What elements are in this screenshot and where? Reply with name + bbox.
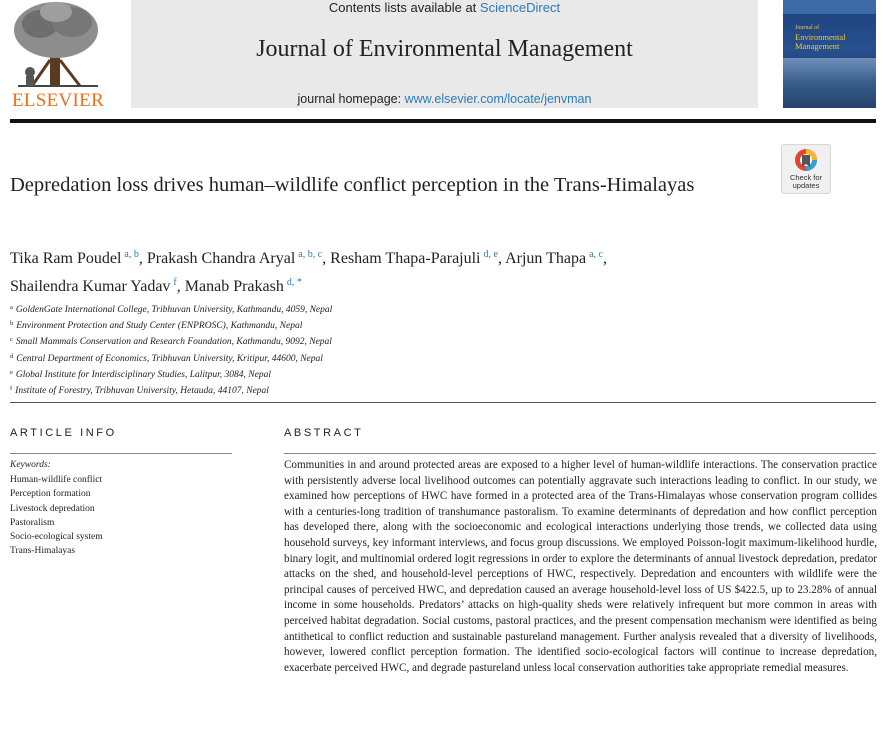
abstract-heading: ABSTRACT — [284, 427, 364, 439]
author[interactable] — [505, 250, 603, 267]
affiliation — [10, 366, 710, 382]
author-name: Manab Prakash — [184, 278, 284, 295]
keywords-label: Keywords: — [10, 460, 51, 470]
contents-line — [131, 0, 758, 15]
author-affil-ref[interactable]: d, * — [286, 277, 302, 288]
author[interactable] — [147, 250, 322, 267]
author-affil-ref[interactable]: f — [173, 277, 177, 288]
affiliation-key: a — [10, 304, 13, 311]
cover-title-line: Management — [795, 41, 840, 51]
homepage-link[interactable]: www.elsevier.com/locate/jenvman — [404, 92, 592, 106]
author-name: Resham Thapa-Parajuli — [330, 250, 481, 267]
article-info-rule — [10, 453, 232, 454]
author-separator: , — [497, 250, 506, 267]
author-separator: , — [176, 278, 185, 295]
author[interactable] — [10, 278, 177, 295]
cover-image — [783, 58, 876, 108]
author[interactable] — [330, 250, 498, 267]
author-separator: , — [322, 250, 331, 267]
author-list — [10, 243, 870, 299]
affiliation-text: Environment Protection and Study Center (ENPROSC), Kathmandu, Nepal — [16, 321, 303, 332]
elsevier-logo[interactable] — [8, 0, 108, 110]
affiliation-text: GoldenGate International College, Tribhuvan University, Kathmandu, 4059, Nepal — [15, 305, 333, 315]
journal-banner — [131, 0, 758, 108]
author[interactable] — [185, 278, 302, 295]
affiliation-key: e — [10, 368, 13, 376]
affiliation — [10, 317, 710, 333]
section-divider — [10, 402, 876, 403]
check-updates-icon — [794, 148, 818, 174]
abstract-rule — [284, 453, 876, 454]
header-rule — [10, 119, 876, 123]
cover-title-line: Environmental — [795, 32, 846, 42]
sciencedirect-link[interactable]: ScienceDirect — [479, 0, 561, 15]
author-affil-ref[interactable]: d, e — [483, 249, 498, 260]
check-updates-label — [782, 174, 830, 190]
tree-icon — [10, 0, 106, 90]
homepage-line — [131, 92, 758, 106]
contents-prefix: Contents lists available at — [328, 0, 480, 15]
publisher-name: ELSEVIER — [11, 90, 105, 111]
affiliation-text: Small Mammals Conservation and Research Foundation, Kathmandu, 9092, Nepal — [15, 337, 332, 348]
keyword[interactable]: Perception formation — [10, 489, 91, 500]
author-separator: , — [138, 250, 147, 267]
affiliation-text: Institute of Forestry, Tribhuvan University, Hetauda, 44107, Nepal — [15, 386, 269, 397]
affiliation — [10, 350, 710, 366]
check-updates-line: Check for — [789, 173, 823, 182]
check-for-updates-button[interactable] — [781, 144, 831, 194]
check-updates-line: updates — [792, 181, 820, 190]
author-name: Shailendra Kumar Yadav — [10, 278, 171, 295]
homepage-prefix: journal homepage: — [297, 92, 405, 106]
keyword[interactable]: Livestock depredation — [10, 503, 95, 514]
author-separator: , — [602, 250, 607, 267]
author-affil-ref[interactable]: a, b — [124, 249, 139, 260]
keyword[interactable]: Pastoralism — [10, 517, 55, 528]
journal-title[interactable]: Journal of Environmental Management — [256, 36, 633, 62]
affiliation — [10, 382, 710, 398]
author-affil-ref[interactable]: a, c — [589, 249, 603, 260]
keywords-list — [10, 473, 103, 559]
author-name: Tika Ram Poudel — [10, 250, 122, 267]
keyword[interactable]: Human-wildlife conflict — [10, 475, 103, 485]
affiliation-key: d — [10, 352, 14, 360]
cover-band — [783, 0, 876, 14]
affiliation-key: c — [10, 336, 13, 344]
affiliation-key: b — [10, 320, 14, 328]
affiliation-key: f — [10, 385, 13, 393]
journal-cover[interactable] — [783, 0, 876, 108]
affiliation-text: Central Department of Economics, Tribhuvan University, Kritipur, 44600, Nepal — [16, 353, 323, 364]
cover-title — [795, 24, 875, 51]
keyword[interactable]: Trans-Himalayas — [10, 546, 76, 557]
author-affil-ref[interactable]: a, b, c — [298, 249, 323, 260]
author-name: Arjun Thapa — [505, 250, 587, 267]
article-info-heading: ARTICLE INFO — [10, 427, 117, 439]
author-name: Prakash Chandra Aryal — [146, 250, 296, 267]
keyword[interactable]: Socio-ecological system — [10, 532, 103, 543]
abstract-text: Communities in and around protected areas are exposed to a higher level of human-wildlife interactions. The conservation practice with persistently adverse local livelihood outcomes can potentially aggravate such interactions leading to conflict. In our study, we examined how perceptions of HWC have formed in a protected area of the Trans-Himalayas whose conservation program collides with a centuries-long tradition of transhumance pastoralism. To examine determinants of depredation and how conflict perception has developed there, along with the socioeconomic and ecological interactions underlying those trends, we collected data using household surveys, key informant interviews, and focus group discussions. We employed Poisson-logit maximum-likelihood hurdle, binary logit, and multinomial ordered logit regressions in order to explore the determinants of annual livestock depredation, predator attacks on the shed, and household-level perceptions of HWC, respectively. Depredation and encounters with wildlife were the principal causes of perceived HWC, and depredation caused an average household-level loss of US $422.5, up to 23.28% of annual income in some households. Predators’ attacks on high-quality sheds were relatively infrequent but more common in areas with perceived habitat degradation. Social customs, pastoral practices, and the present compensation mechanism were identified as being antithetical to conflict reduction and sustainable pastureland management. Further analysis revealed that a diversity of livelihoods, however, lowered conflict perception formation. The identified socio-ecological factors will continue to increase depredation, exacerbate perceived HWC, and degrade pastureland unless local conservation authorities take appropriate remedial measures. — [284, 459, 877, 674]
affiliation-list — [10, 301, 710, 398]
article-title: Depredation loss drives human–wildlife conflict perception in the Trans-Himalayas — [10, 174, 695, 196]
author[interactable] — [10, 250, 139, 267]
cover-title-line: Journal of — [795, 25, 820, 31]
affiliation — [10, 301, 710, 317]
affiliation-text: Global Institute for Interdisciplinary Studies, Lalitpur, 3084, Nepal — [15, 369, 271, 380]
affiliation — [10, 333, 710, 349]
